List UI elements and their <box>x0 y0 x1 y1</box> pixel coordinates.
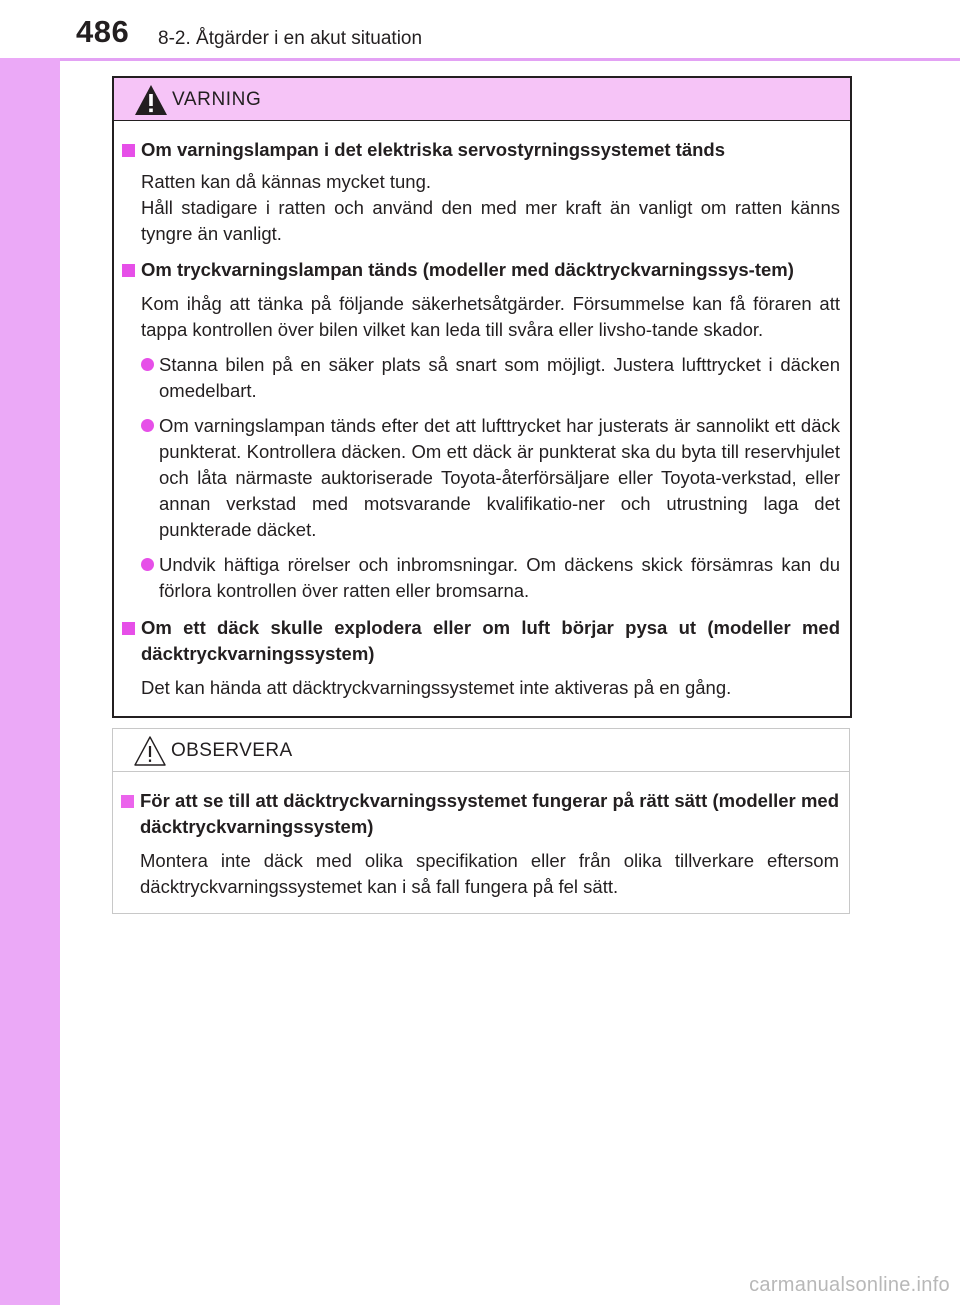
square-bullet-icon <box>121 795 134 808</box>
warning-paragraph: Ratten kan då kännas mycket tung. <box>141 171 432 192</box>
warning-heading-1: Om varningslampan i det elektriska servostyrningssystemet tänds <box>122 137 840 163</box>
page-header <box>0 0 960 58</box>
notice-label: OBSERVERA <box>171 740 293 761</box>
notice-header <box>113 729 849 772</box>
warning-box <box>112 76 852 718</box>
notice-heading: För att se till att däcktryckvarningssystemet fungerar på rätt sätt (modeller med däcktryckvarningssystem) <box>121 788 839 840</box>
warning-bullet-item: Stanna bilen på en säker plats så snart som möjligt. Justera lufttrycket i däcken omedelbart. <box>122 352 840 404</box>
square-bullet-icon <box>122 264 135 277</box>
notice-paragraph: Montera inte däck med olika specifikation eller från olika tillverkare eftersom däcktryckvarningssystemet kan i så fall fungera på fel sätt. <box>140 850 839 897</box>
warning-paragraph: Kom ihåg att tänka på följande säkerhetsåtgärder. Försummelse kan få föraren att tappa kontrollen över bilen vilket kan leda till svåra eller livsho-tande skador. <box>141 293 840 340</box>
warning-bullet-item: Om varningslampan tänds efter det att lufttrycket har justerats är sannolikt ett däck punkterat. Kontrollera däcken. Om ett däck är punkterat ska du byta till reservhjulet och låta närmaste auktoriserade Toyota-återförsäljare eller Toyota-verkstad, eller annan verkstad med motsvarande kvalifikatio-ner och utrustning laga det punkterade däcket. <box>122 413 840 543</box>
notice-body <box>113 772 849 900</box>
section-title: 8-2. Åtgärder i en akut situation <box>158 28 423 49</box>
warning-bullet-item: Undvik häftiga rörelser och inbromsningar. Om däckens skick försämras kan du förlora kontrollen över ratten eller bromsarna. <box>122 552 840 604</box>
page-number: 486 <box>76 14 130 49</box>
square-bullet-icon <box>122 622 135 635</box>
round-bullet-icon <box>141 419 154 432</box>
warning-triangle-outline-icon <box>133 735 167 767</box>
warning-triangle-filled-icon <box>134 84 168 116</box>
header-rule <box>60 58 960 61</box>
warning-label: VARNING <box>172 89 262 110</box>
warning-heading-2: Om tryckvarningslampan tänds (modeller med däcktryckvarningssys-tem) <box>122 257 840 283</box>
warning-header <box>114 78 850 121</box>
square-bullet-icon <box>122 144 135 157</box>
notice-box <box>112 728 850 914</box>
warning-paragraph: Håll stadigare i ratten och använd den med mer kraft än vanligt om ratten känns tyngre än vanligt. <box>141 197 840 244</box>
round-bullet-icon <box>141 558 154 571</box>
watermark: carmanualsonline.info <box>749 1274 950 1296</box>
warning-heading-3: Om ett däck skulle explodera eller om luft börjar pysa ut (modeller med däcktryckvarningssystem) <box>122 615 840 667</box>
round-bullet-icon <box>141 358 154 371</box>
side-tab-strip <box>0 0 60 1305</box>
warning-paragraph: Det kan hända att däcktryckvarningssystemet inte aktiveras på en gång. <box>141 677 732 698</box>
warning-body <box>114 121 850 701</box>
